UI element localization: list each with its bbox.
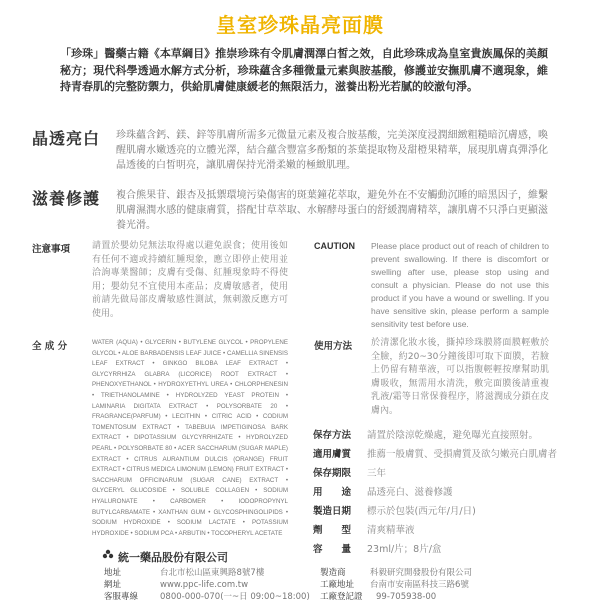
contact-key: 地址 [104,568,122,578]
company-name: 統一藥品股份有限公司 [118,551,228,564]
detail-label: 劑 型 [313,525,352,536]
detail-mfg-date [313,503,476,517]
notice-label: 注意事項 [32,244,71,255]
contact-value: 台北市松山區東興路8號7樓 [160,568,265,578]
detail-storage [313,427,538,441]
detail-value: 三年 [367,468,387,479]
caution-label: CAUTION [314,241,355,251]
contact-factory-license [320,590,436,602]
contact-key: 工廠地址 [320,580,355,590]
section-text-brightening: 珍珠蘊含鈣、鎂、鋅等肌膚所需多元微量元素及複合胺基酸，完美深度浸潤細緻粗糙暗沉膚感，喚醒肌膚水嫩透亮的立體光澤，結合蘊含豐富多酚類的茶葉提取物及甜橙果精華，展現肌膚真彈淨化晶透後的白皙明亮，讓肌膚保持光滑柔嫩的極緻肌理。 [116,130,548,171]
contact-website [104,578,248,590]
detail-label: 製造日期 [313,506,352,517]
detail-label: 保存期限 [313,468,352,479]
company-logo-icon [102,549,114,561]
contact-hotline [104,590,310,602]
usage-label: 使用方法 [314,341,353,352]
contact-manufacturer [320,566,472,578]
detail-volume [313,541,441,555]
contact-key: 客服專線 [104,592,139,602]
detail-value: 推薦一般膚質、受損膚質及欲匀嫩亮白肌膚者 [367,449,558,460]
usage-text: 於清潔化妝水後，撕掉珍珠膜將面膜輕敷於全臉，約20~30分鐘後即可取下面膜，若臉上仍留有精華液，可以指腹輕輕按摩幫助肌膚吸收，無需用水清洗，敷完面膜後請重複乳液/霜等日常保養程序，將滋潤成分鎖在皮膚內。 [371,338,549,416]
detail-skin-type [313,446,557,460]
product-title: 皇室珍珠晶亮面膜 [216,13,384,37]
detail-value: 晶透亮白、滋養修護 [367,487,453,498]
section-text-nourishing: 複合熊果苷、銀杏及抵禦環境污染傷害的斑葉鐘花萃取，避免外在不安觸動沉睡的暗黑因子，維繫肌膚濕潤水感的健康膚質，搭配甘草萃取、水解酵母蛋白的舒緩潤膚精萃，讓肌膚不只淨白更顯滋養光滑。 [116,190,548,231]
contact-value: 科毅研究開發股份有限公司 [370,568,473,578]
detail-form [313,522,415,536]
contact-value: 99-705938-00 [376,592,437,602]
detail-purpose [313,484,453,498]
detail-value: 23ml/片；8片/盒 [367,544,442,555]
contact-key: 工廠登記證 [320,592,363,602]
detail-value: 清爽精華液 [367,525,415,536]
contact-address [104,566,264,578]
notice-text: 請置於嬰幼兒無法取得處以避免誤食；使用後如有任何不適或持續紅腫現象，應立即停止使用並洽詢專業醫師；皮膚有受傷、紅腫現象時不得使用；嬰幼兒不宜使用本產品；皮膚敏感者，使用前請先做局部皮膚敏感性測試，無刺激反應方可使用。 [92,241,288,319]
contact-value: 台南市安南區科技三路6號 [370,580,469,590]
contact-key: 製造商 [320,568,346,578]
ingredients-text: WATER (AQUA) • GLYCERIN • BUTYLENE GLYCOL • PROPYLENE GLYCOL • ALOE BARBADENSIS LEAF JUICE • CAMELLIA SINENSIS LEAF EXTRACT • GINKGO BILOBA LEAF EXTRACT • GLYCYRRHIZA GLABRA (LICORICE) ROOT EXTRACT • PHENOXYETHANOL • HYDROXYETHYL UREA • CHLORPHENESIN • TRIETHANOLAMINE • HYDROLYZED YEAST PROTEIN • LAMINARIA DIGITATA EXTRACT • POLYSORBATE 20 • FRAGRANCE(PARFUM) • LECITHIN • CITRIC ACID • CODIUM TOMENTOSUM EXTRACT • TABEBUIA IMPETIGINOSA BARK EXTRACT • DIPOTASSIUM GLYCYRRHIZATE • HYDROLYZED PEARL • POLYSORBATE 80 • ACER SACCHARUM (SUGAR MAPLE) EXTRACT • CITRUS AURANTIUM DULCIS (ORANGE) FRUIT EXTRACT • CITRUS MEDICA LIMONUM (LEMON) FRUIT EXTRACT • SACCHARUM OFFICINARUM (SUGAR CANE) EXTRACT • GLYCERYL GLUCOSIDE • SOLUBLE COLLAGEN • SODIUM HYALURONATE • CARBOMER • IODOPROPYNYL BUTYLCARBAMATE • XANTHAN GUM • GLYCOSPHINGOLIPIDS • SODIUM HYDROXIDE • SODIUM LACTATE • POTASSIUM HYDROXIDE • SODIUM PCA • ARBUTIN • TOCOPHERYL ACETATE [92,339,288,537]
contact-value: 0800-000-070(一~日 09:00~18:00) [160,592,310,602]
intro-paragraph: 「珍珠」醫藥古籍《本草綱目》推崇珍珠有令肌膚潤澤白皙之效，自此珍珠成為皇室貴族鳳保的美顏秘方；現代科學透過水解方式分析，珍珠蘊含多種微量元素與胺基酸，修護並安撫肌膚不適現象，維持青春肌的完整防禦力，供給肌膚健康緩老的無限活力，滋養出粉光若膩的皎澈句淨。 [60,47,548,93]
detail-label: 用 途 [313,487,352,498]
detail-label: 保存方法 [313,430,352,441]
contact-value: www.ppc-life.com.tw [160,580,249,590]
contact-factory-address [320,578,469,590]
contact-key: 網址 [104,580,122,590]
detail-value: 標示於包裝(西元年/月/日) [367,506,476,517]
section-label-brightening: 晶透亮白 [32,129,101,148]
ingredients-label: 全 成 分 [32,341,68,352]
detail-label: 適用膚質 [313,449,352,460]
detail-shelf-life [313,465,386,479]
caution-text: Please place product out of reach of children to prevent swallowing. If there is discomfort or swelling after use, please stop using and consult a physician. Please do not use this product if you have a wound or swelling. If you have sensitive skin, please perform a sample sensitivity test before use. [371,241,549,329]
section-label-nourishing: 滋養修護 [32,189,101,208]
detail-value: 請置於陰涼乾燥處，避免曝光直接照射。 [367,430,539,441]
detail-label: 容 量 [313,544,352,555]
